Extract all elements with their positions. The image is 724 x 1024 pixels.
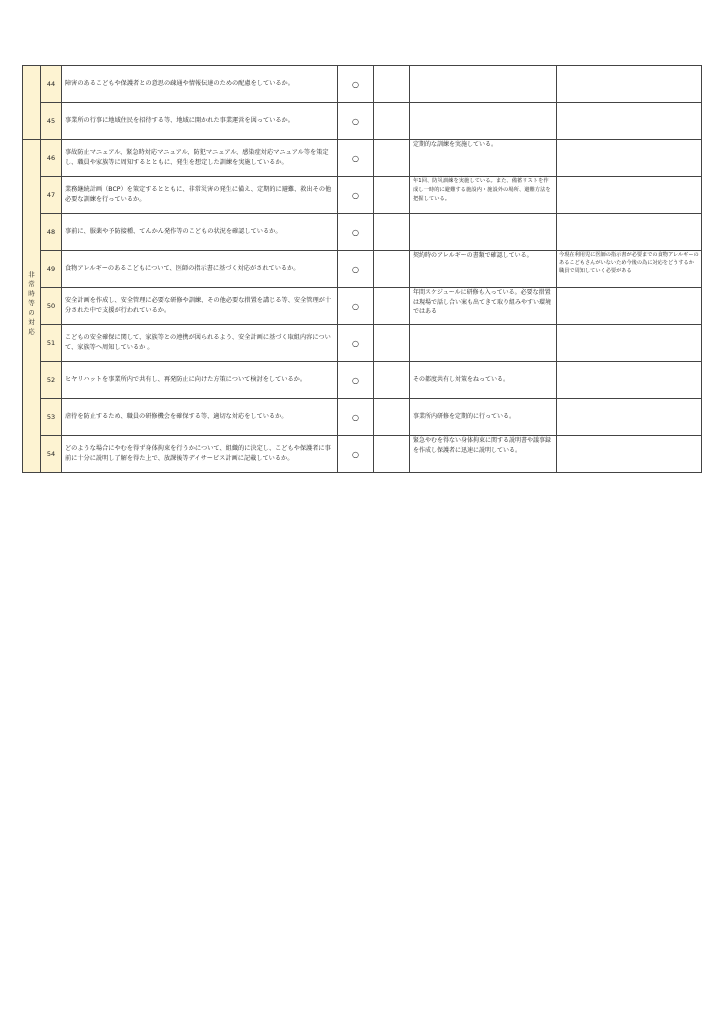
evaluation-table bbox=[22, 65, 702, 473]
comment-cell: 緊急やむを得ない身体拘束に関する説明書や議事録を作成し保護者に迅速に説明している。 bbox=[410, 436, 557, 473]
yes-mark: ○ bbox=[338, 66, 374, 103]
note-cell bbox=[557, 177, 702, 214]
item-text: 業務継続計画（BCP）を策定するとともに、非常災害の発生に備え、定期的に避難、救出その他必要な訓練を行っているか。 bbox=[62, 177, 338, 214]
comment-cell bbox=[410, 103, 557, 140]
yes-mark: ○ bbox=[338, 140, 374, 177]
row-number: 48 bbox=[41, 214, 62, 251]
yes-mark: ○ bbox=[338, 288, 374, 325]
comment-cell: 年1回、防災訓練を実施している。また、備蓄リストを作成し一時的に避難する施設内・施設外の場所、避難方法を把握している。 bbox=[410, 177, 557, 214]
item-text: 食物アレルギーのあるこどもについて、医師の指示書に基づく対応がされているか。 bbox=[62, 251, 338, 288]
yes-mark: ○ bbox=[338, 103, 374, 140]
item-text: 障害のあるこどもや保護者との意思の疎通や情報伝達のための配慮をしているか。 bbox=[62, 66, 338, 103]
table-row bbox=[23, 140, 702, 177]
comment-cell: 定期的な訓練を実施している。 bbox=[410, 140, 557, 177]
category-label: 非常時等の対応 bbox=[27, 270, 35, 338]
item-text: 安全計画を作成し、安全管理に必要な研修や訓練、その他必要な措置を講じる等、安全管理が十分された中で支援が行われているか。 bbox=[62, 288, 338, 325]
row-number: 50 bbox=[41, 288, 62, 325]
no-mark bbox=[374, 362, 410, 399]
item-text: こどもの安全確保に関して、家族等との連携が図られるよう、安全計画に基づく取組内容について、家族等へ周知しているか 。 bbox=[62, 325, 338, 362]
no-mark bbox=[374, 66, 410, 103]
row-number: 47 bbox=[41, 177, 62, 214]
table-row bbox=[23, 362, 702, 399]
no-mark bbox=[374, 177, 410, 214]
row-number: 51 bbox=[41, 325, 62, 362]
yes-mark: ○ bbox=[338, 399, 374, 436]
item-text: 事業所の行事に地域住民を招待する等、地域に開かれた事業運営を図っているか。 bbox=[62, 103, 338, 140]
row-number: 44 bbox=[41, 66, 62, 103]
note-cell: 今現在利用児に医師の指示書が必要までの食物アレルギーのあるこどもさんがいないため今後の為に対応をどうするか職員で周知していく必要がある bbox=[557, 251, 702, 288]
no-mark bbox=[374, 436, 410, 473]
yes-mark: ○ bbox=[338, 251, 374, 288]
comment-cell: 契約時のアレルギーの書類で確認している。 bbox=[410, 251, 557, 288]
no-mark bbox=[374, 103, 410, 140]
table-row bbox=[23, 177, 702, 214]
table-row bbox=[23, 214, 702, 251]
table-row bbox=[23, 251, 702, 288]
yes-mark: ○ bbox=[338, 436, 374, 473]
row-number: 45 bbox=[41, 103, 62, 140]
yes-mark: ○ bbox=[338, 325, 374, 362]
yes-mark: ○ bbox=[338, 214, 374, 251]
no-mark bbox=[374, 325, 410, 362]
row-number: 46 bbox=[41, 140, 62, 177]
table-row bbox=[23, 436, 702, 473]
note-cell bbox=[557, 66, 702, 103]
category-cell-blank bbox=[23, 66, 41, 140]
comment-cell bbox=[410, 66, 557, 103]
note-cell bbox=[557, 214, 702, 251]
note-cell bbox=[557, 399, 702, 436]
no-mark bbox=[374, 214, 410, 251]
table-row bbox=[23, 288, 702, 325]
comment-cell bbox=[410, 325, 557, 362]
no-mark bbox=[374, 288, 410, 325]
row-number: 53 bbox=[41, 399, 62, 436]
item-text: どのような場合にやむを得ず身体拘束を行うかについて、組織的に決定し、こどもや保護者に事前に十分に説明し了解を得た上で、放課後等デイサービス計画に記載しているか。 bbox=[62, 436, 338, 473]
comment-cell: その都度共有し対策をねっている。 bbox=[410, 362, 557, 399]
no-mark bbox=[374, 140, 410, 177]
no-mark bbox=[374, 399, 410, 436]
table-row bbox=[23, 103, 702, 140]
table-row bbox=[23, 325, 702, 362]
table-row bbox=[23, 399, 702, 436]
comment-cell: 年間スケジュールに研修も入っている。必要な措置は現場で話し合い案も出てきて取り組みやすい環境ではある bbox=[410, 288, 557, 325]
note-cell bbox=[557, 288, 702, 325]
item-text: 事前に、服薬や予防接種、てんかん発作等のこどもの状況を確認しているか。 bbox=[62, 214, 338, 251]
item-text: ヒヤリハットを事業所内で共有し、再発防止に向けた方策について検討をしているか。 bbox=[62, 362, 338, 399]
comment-cell: 事業所内研修を定期的に行っている。 bbox=[410, 399, 557, 436]
table-row bbox=[23, 66, 702, 103]
comment-cell bbox=[410, 214, 557, 251]
note-cell bbox=[557, 325, 702, 362]
item-text: 虐待を防止するため、職員の研修機会を確保する等、適切な対応をしているか。 bbox=[62, 399, 338, 436]
yes-mark: ○ bbox=[338, 362, 374, 399]
row-number: 52 bbox=[41, 362, 62, 399]
row-number: 49 bbox=[41, 251, 62, 288]
note-cell bbox=[557, 103, 702, 140]
row-number: 54 bbox=[41, 436, 62, 473]
item-text: 事故防止マニュアル、緊急時対応マニュアル、防犯マニュアル、感染症対応マニュアル等を策定し、職員や家族等に周知するとともに、発生を想定した訓練を実施しているか。 bbox=[62, 140, 338, 177]
note-cell bbox=[557, 362, 702, 399]
note-cell bbox=[557, 140, 702, 177]
yes-mark: ○ bbox=[338, 177, 374, 214]
category-cell bbox=[23, 140, 41, 473]
note-cell bbox=[557, 436, 702, 473]
no-mark bbox=[374, 251, 410, 288]
